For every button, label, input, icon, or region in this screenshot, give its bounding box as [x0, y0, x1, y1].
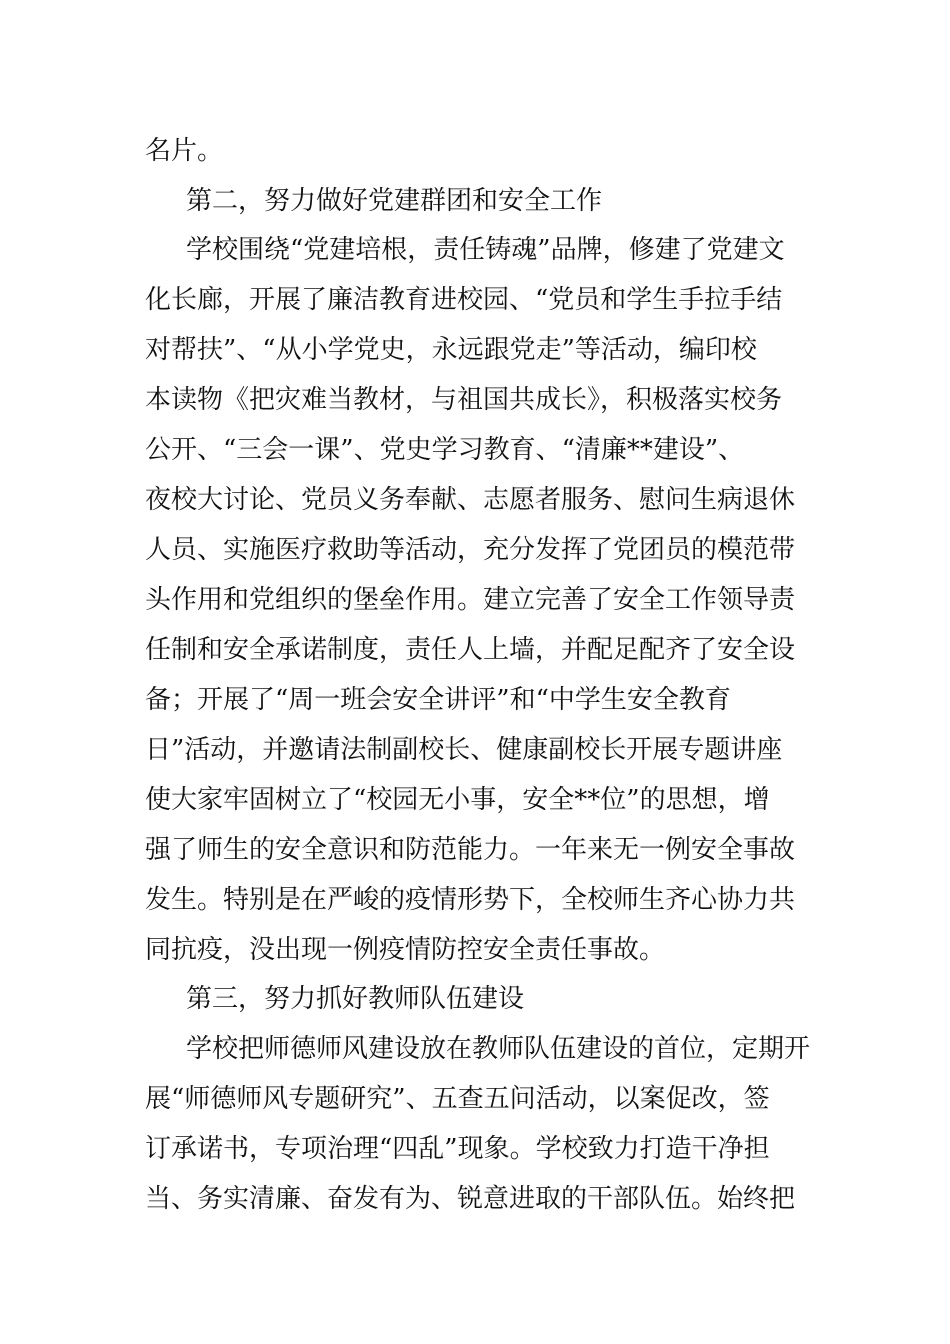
text-line: 强了师生的安全意识和防范能力。一年来无一例安全事故 [145, 835, 796, 865]
text-line: 发生。特别是在严峻的疫情形势下，全校师生齐心协力共 [145, 885, 796, 915]
text-line: 日”活动，并邀请法制副校长、健康副校长开展专题讲座 [145, 735, 783, 765]
text-line: 化长廊，开展了廉洁教育进校园、“党员和学生手拉手结 [145, 285, 783, 315]
text-line: 当、务实清廉、奋发有为、锐意进取的干部队伍。始终把 [145, 1184, 796, 1214]
text-line: 备；开展了“周一班会安全讲评”和“中学生安全教育 [145, 685, 731, 715]
text-line: 任制和安全承诺制度，责任人上墙，并配足配齐了安全设 [145, 635, 796, 665]
text-line: 展“师德师风专题研究”、五查五问活动，以案促改，签 [145, 1084, 770, 1114]
text-line: 使大家牢固树立了“校园无小事，安全**位”的思想，增 [145, 785, 770, 815]
text-line: 名片。 [145, 136, 224, 166]
text-line: 本读物《把灾难当教材，与祖国共成长》，积极落实校务 [145, 385, 783, 415]
section-heading-2: 第二，努力做好党建群团和安全工作 [186, 186, 603, 216]
text-line: 订承诺书，专项治理“四乱”现象。学校致力打造干净担 [145, 1134, 770, 1164]
text-line: 人员、实施医疗救助等活动，充分发挥了党团员的模范带 [145, 535, 796, 565]
text-line: 夜校大讨论、党员义务奉献、志愿者服务、慰问生病退休 [145, 485, 796, 515]
text-line: 学校把师德师风建设放在教师队伍建设的首位，定期开 [186, 1034, 811, 1064]
section-heading-3: 第三，努力抓好教师队伍建设 [186, 984, 525, 1014]
text-line: 对帮扶”、“从小学党史，永远跟党走”等活动，编印校 [145, 335, 757, 365]
text-line: 学校围绕“党建培根，责任铸魂”品牌，修建了党建文 [186, 235, 785, 265]
text-line: 公开、“三会一课”、党史学习教育、“清廉**建设”、 [145, 435, 745, 465]
text-line: 头作用和党组织的堡垒作用。建立完善了安全工作领导责 [145, 585, 796, 615]
text-line: 同抗疫，没出现一例疫情防控安全责任事故。 [145, 935, 666, 965]
